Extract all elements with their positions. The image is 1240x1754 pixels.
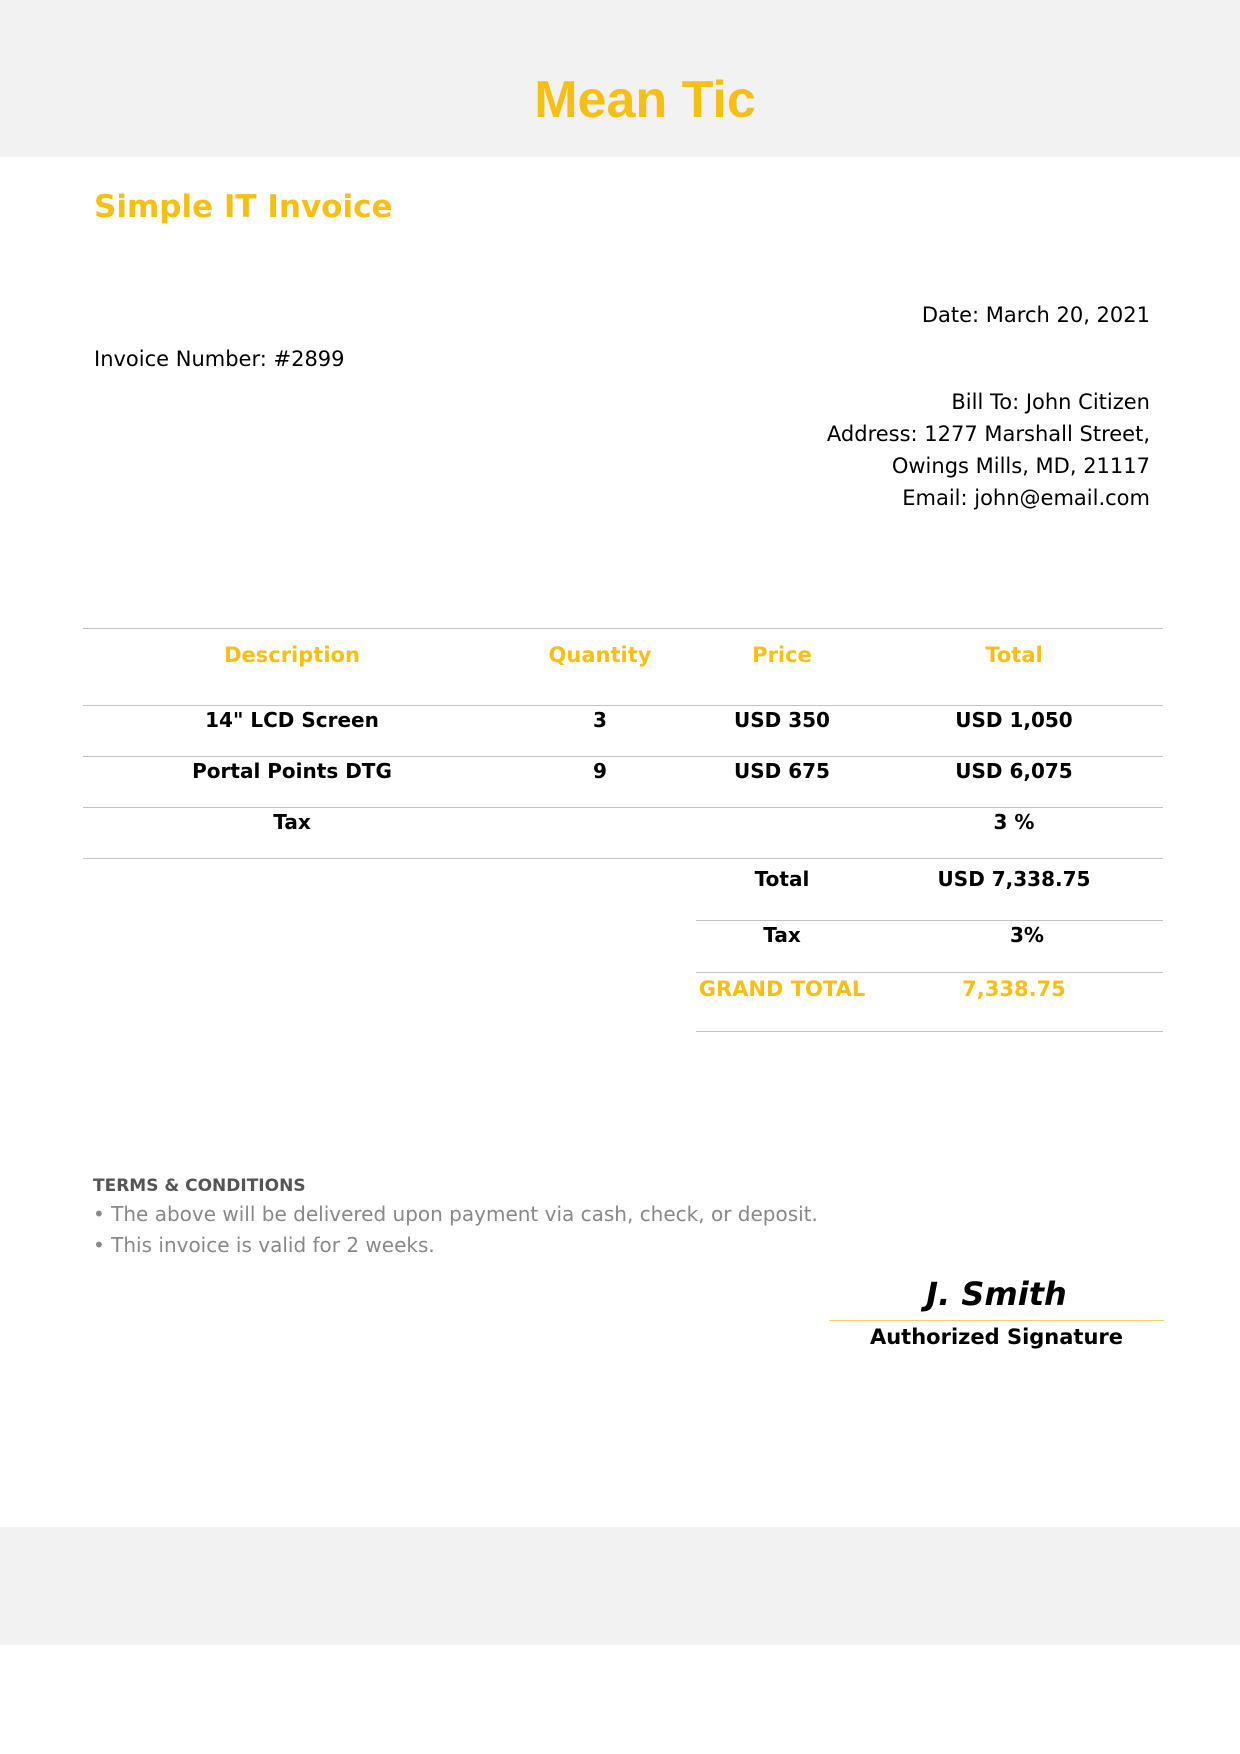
summary-total-label: Total: [754, 867, 810, 891]
row-total: 3 %: [993, 810, 1035, 834]
row-quantity: 3: [593, 708, 607, 732]
bill-to-address-line1: Address: 1277 Marshall Street,: [826, 422, 1150, 446]
summary-rule: [696, 972, 1163, 973]
row-quantity: 9: [593, 759, 607, 783]
row-price: USD 675: [734, 759, 830, 783]
summary-bottom-rule: [696, 1031, 1163, 1032]
bill-to-address-line2: Owings Mills, MD, 21117: [891, 454, 1150, 478]
header-price: Price: [752, 643, 812, 667]
bill-to-email: Email: john@email.com: [902, 486, 1150, 510]
summary-tax-label: Tax: [763, 923, 801, 947]
signature-line: [829, 1320, 1164, 1321]
invoice-date: Date: March 20, 2021: [921, 303, 1150, 327]
invoice-title: Simple IT Invoice: [94, 189, 393, 225]
row-total: USD 6,075: [955, 759, 1073, 783]
invoice-number: Invoice Number: #2899: [94, 347, 345, 371]
row-total: USD 1,050: [955, 708, 1073, 732]
row-description: Tax: [273, 810, 311, 834]
footer-band: [0, 1527, 1240, 1645]
terms-title: TERMS & CONDITIONS: [93, 1176, 306, 1196]
table-bottom-rule: [83, 858, 1163, 859]
summary-total-value: USD 7,338.75: [937, 867, 1091, 891]
row-price: USD 350: [734, 708, 830, 732]
grand-total-label: GRAND TOTAL: [698, 977, 866, 1001]
table-top-rule: [83, 628, 1163, 629]
header-description: Description: [224, 643, 360, 667]
grand-total-value: 7,338.75: [962, 977, 1066, 1001]
summary-tax-value: 3%: [1010, 923, 1044, 947]
row-description: Portal Points DTG: [192, 759, 392, 783]
header-quantity: Quantity: [548, 643, 652, 667]
terms-item: • This invoice is valid for 2 weeks.: [93, 1233, 435, 1257]
header-total: Total: [985, 643, 1043, 667]
signature-label: Authorized Signature: [869, 1325, 1124, 1349]
company-name: Mean Tic: [534, 71, 756, 129]
terms-item: • The above will be delivered upon payment via cash, check, or deposit.: [93, 1202, 818, 1226]
row-description: 14" LCD Screen: [205, 708, 379, 732]
bill-to-block: [827, 386, 1150, 514]
bill-to-name: Bill To: John Citizen: [951, 390, 1150, 414]
signature-name: J. Smith: [926, 1275, 1067, 1313]
